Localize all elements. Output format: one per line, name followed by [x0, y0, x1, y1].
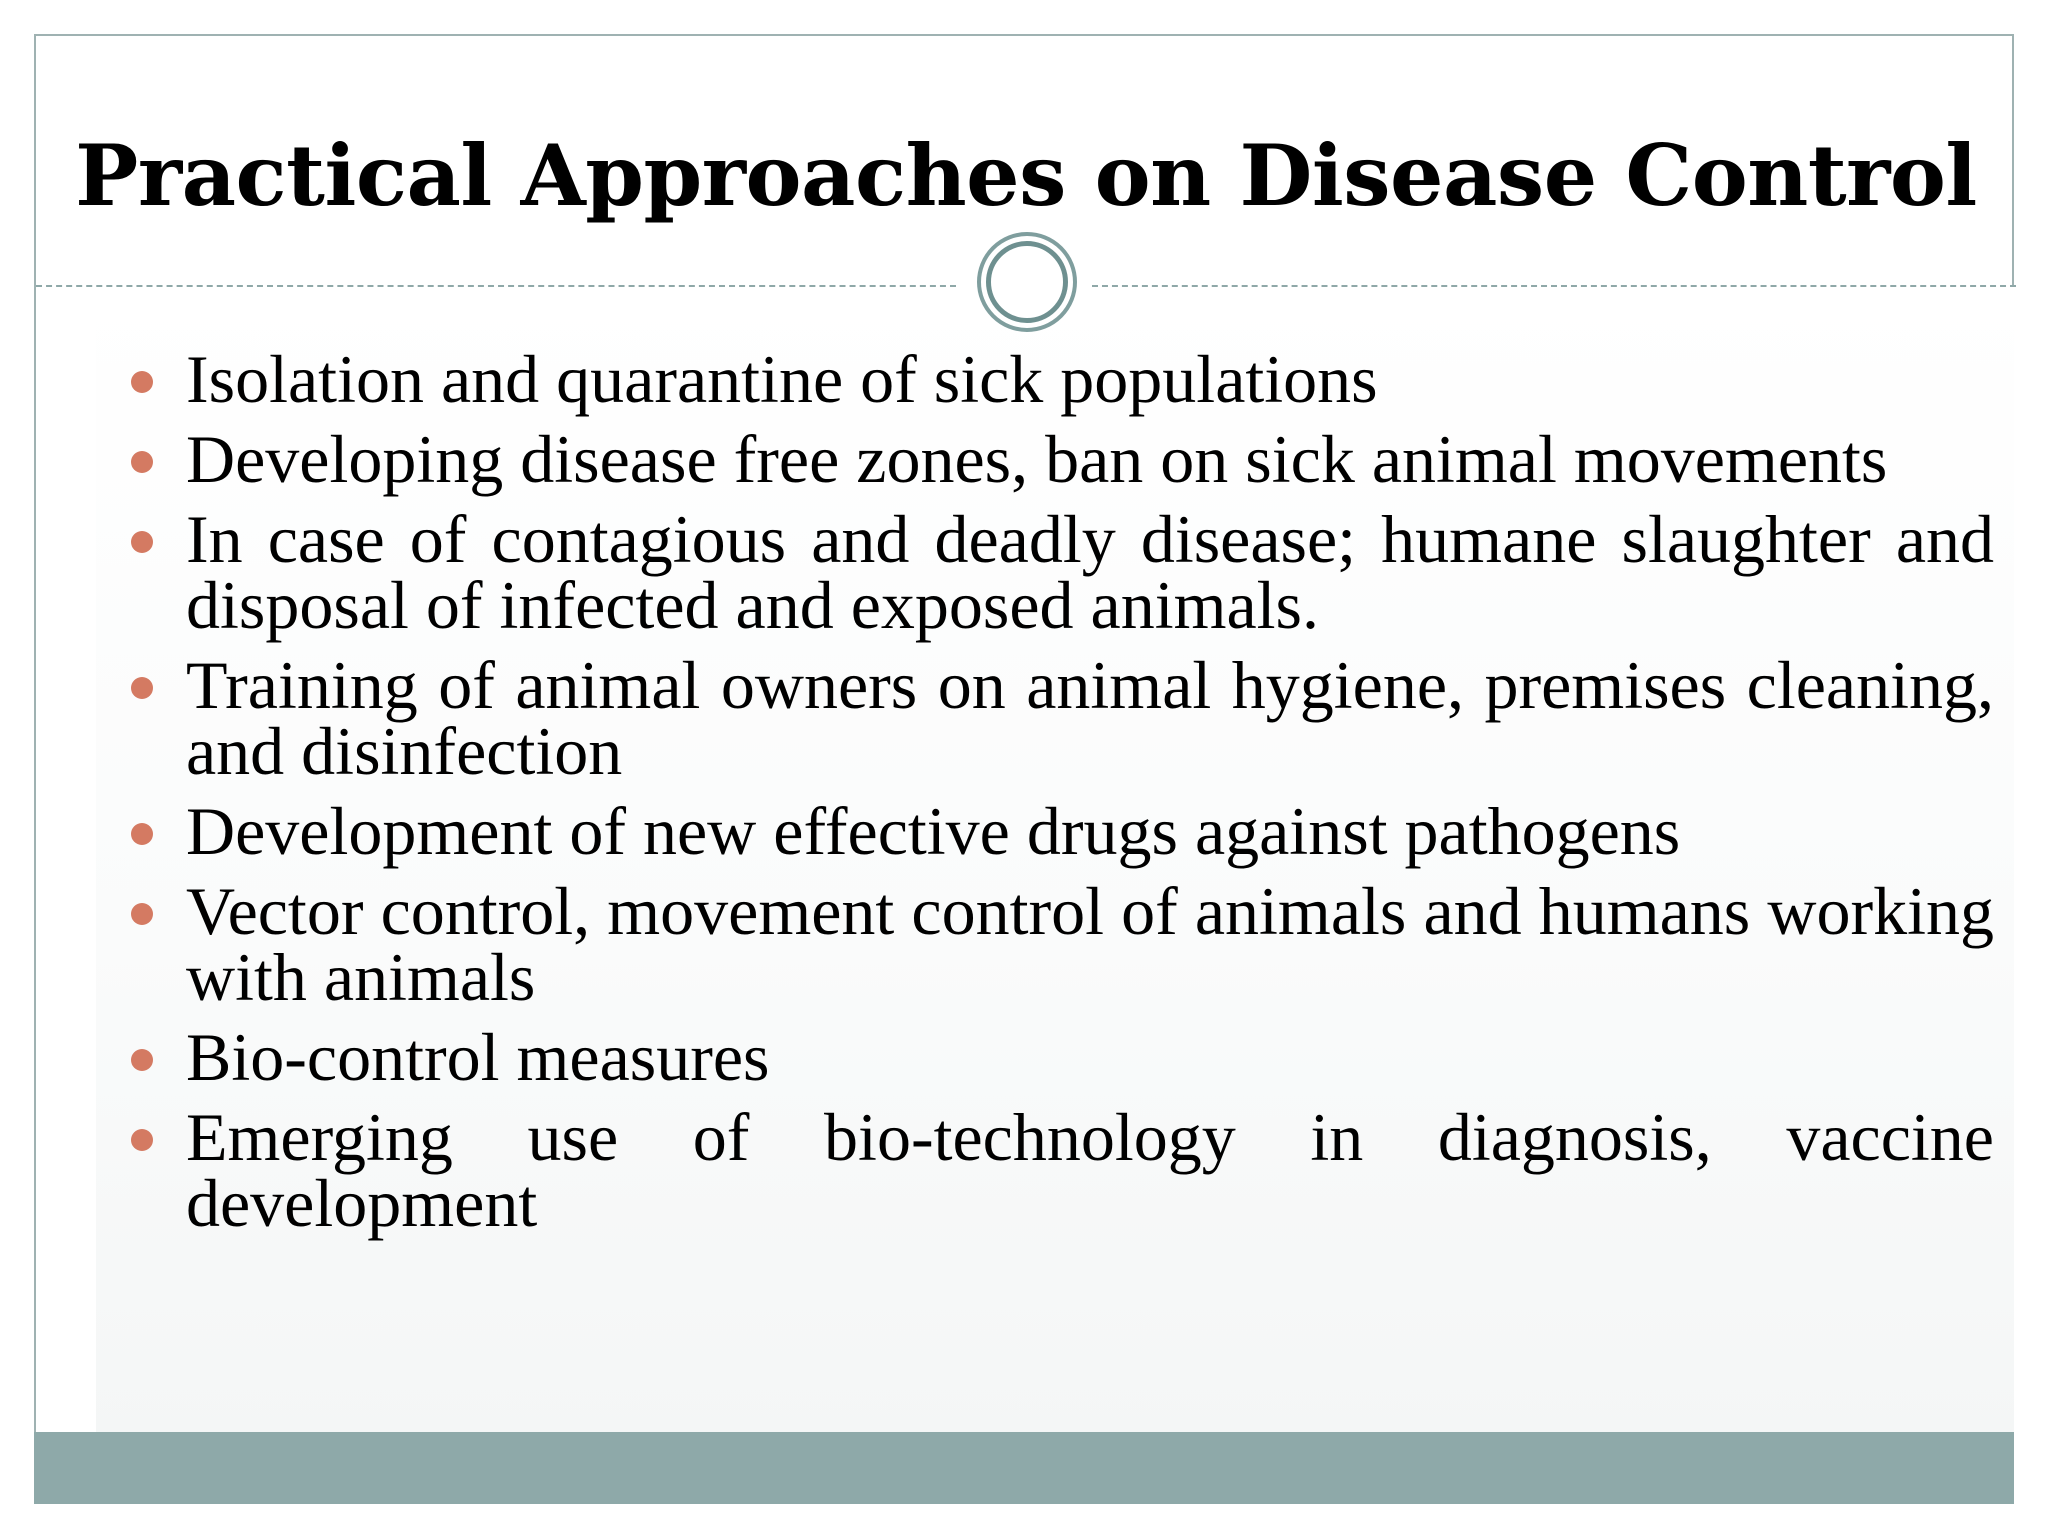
- list-item: [94, 421, 1994, 497]
- bullet-text: Vector control, movement control of animals and humans working with animals: [186, 873, 1994, 1015]
- bullet-list: [94, 341, 1994, 1250]
- bullet-text: In case of contagious and deadly disease; humane slaughter and disposal of infected and exposed animals.: [186, 501, 1994, 643]
- list-item: [94, 341, 1994, 417]
- ring-inner-icon: [986, 241, 1068, 323]
- list-item: [94, 1099, 1994, 1241]
- bullet-dot-icon: [131, 677, 153, 699]
- bullet-text: Development of new effective drugs against pathogens: [186, 793, 1681, 869]
- bullet-text: Developing disease free zones, ban on sick animal movements: [186, 421, 1888, 497]
- list-item: [94, 793, 1994, 869]
- slide-frame: [34, 34, 2014, 1504]
- slide-title: Practical Approaches on Disease Control: [75, 126, 1977, 225]
- bullet-dot-icon: [131, 531, 153, 553]
- list-item: [94, 501, 1994, 643]
- list-item: [94, 873, 1994, 1015]
- bullet-dot-icon: [131, 451, 153, 473]
- list-item: [94, 647, 1994, 789]
- title-divider-left: [36, 285, 956, 287]
- bullet-dot-icon: [131, 903, 153, 925]
- bullet-dot-icon: [131, 1129, 153, 1151]
- bullet-text: Bio-control measures: [186, 1019, 770, 1095]
- bullet-text: Isolation and quarantine of sick populations: [186, 341, 1378, 417]
- bullet-text: Training of animal owners on animal hygiene, premises cleaning, and disinfection: [186, 647, 1994, 789]
- title-divider-right: [1092, 285, 2016, 287]
- bullet-dot-icon: [131, 1049, 153, 1071]
- bullet-text: Emerging use of bio-technology in diagnosis, vaccine development: [186, 1099, 1994, 1241]
- bullet-dot-icon: [131, 823, 153, 845]
- list-item: [94, 1019, 1994, 1095]
- bullet-dot-icon: [131, 371, 153, 393]
- footer-bar: [34, 1432, 2014, 1504]
